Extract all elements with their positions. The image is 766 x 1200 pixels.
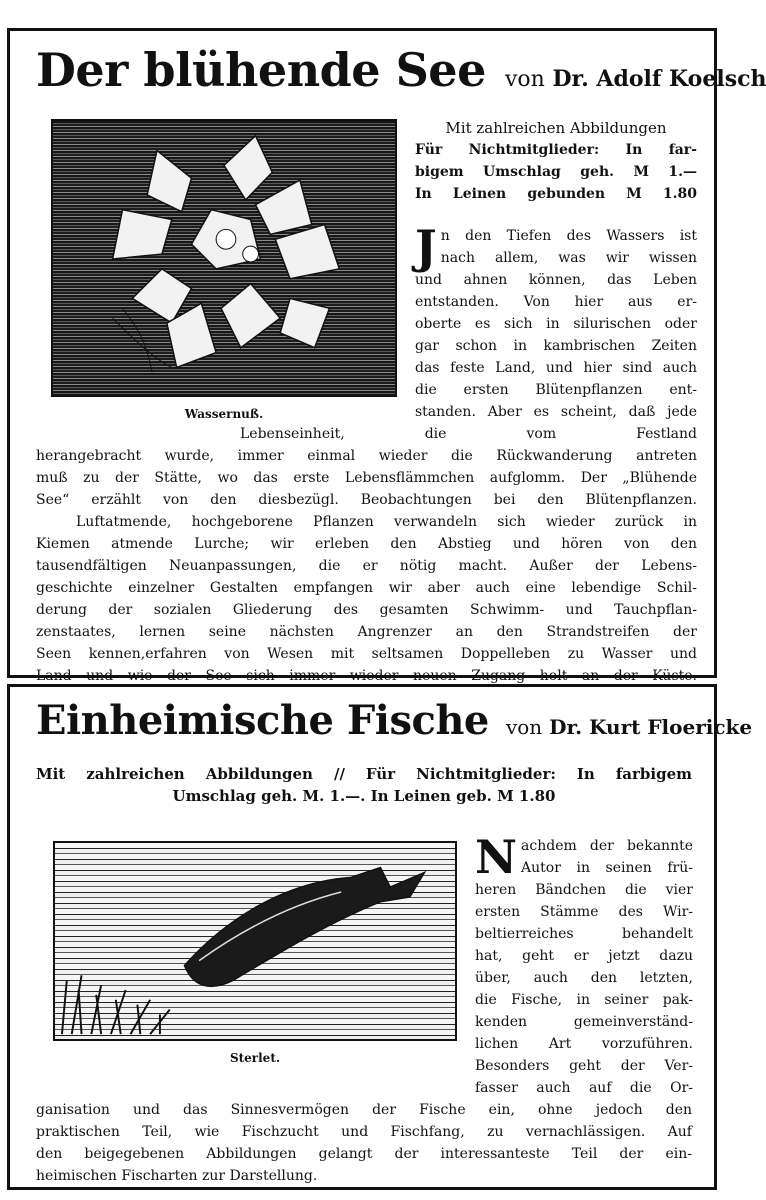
ad2-side-line: beltierreiches behandelt	[475, 926, 693, 942]
ad2-body-line: ganisation und das Sinnesvermögen der Fische ein, ohne jedoch den	[36, 1102, 692, 1118]
ad1-subtitle-block	[415, 117, 697, 205]
book-ad-bluehende-see	[7, 28, 766, 684]
ad1-side-line: n den Tiefen des Wassers ist	[440, 228, 697, 244]
ad2-info-block	[36, 763, 692, 807]
ad1-side-line: die ersten Blütenpflanzen ent-	[415, 382, 697, 398]
ad1-dropcap: J	[415, 220, 437, 274]
ad1-side-line: entstanden. Von hier aus er-	[415, 294, 697, 310]
ad2-dropcap: N	[475, 830, 518, 884]
ad2-info-line-1: Mit zahlreichen Abbildungen // Für Nichtmitglieder: In farbigem	[36, 765, 692, 783]
ad1-side-line: das feste Land, und hier sind auch	[415, 360, 697, 376]
ad2-side-line: Besonders geht der Ver-	[475, 1058, 693, 1074]
ad2-info-line-2: Umschlag geh. M. 1.—. In Leinen geb. M 1.80	[172, 787, 556, 805]
ad2-side-line: hat, geht er jetzt dazu	[475, 948, 693, 964]
ad1-author: Dr. Adolf Koelsch	[552, 66, 766, 92]
ad2-side-line: fasser auch auf die Or-	[475, 1080, 693, 1096]
ad1-side-line: standen. Aber es scheint, daß jede	[415, 404, 697, 420]
ad2-title: Einheimische Fische	[36, 697, 489, 744]
ad1-side-line: oberte es sich in silurischen oder	[415, 316, 697, 332]
ad1-price-line-3: In Leinen gebunden M 1.80	[415, 186, 697, 202]
ad1-heading	[36, 43, 766, 97]
ad1-body-line: Seen kennen,erfahren von Wesen mit seltsamen Doppelleben zu Wasser und	[36, 646, 697, 662]
ad1-price-line-2: bigem Umschlag geh. M 1.—	[415, 164, 697, 180]
ad1-image-caption: Wassernuß.	[184, 407, 264, 421]
ad1-side-line: gar schon in kambrischen Zeiten	[415, 338, 697, 354]
ad1-body-line: derung der sozialen Gliederung des gesamten Schwimm- und Tauchpflan-	[36, 602, 697, 618]
ad2-side-line: kenden gemeinverständ-	[475, 1014, 693, 1030]
ad1-body-line: muß zu der Stätte, wo das erste Lebensflämmchen aufglomm. Der „Blühende	[36, 470, 697, 486]
ad1-side-line: und ahnen können, das Leben	[415, 272, 697, 288]
ad2-image-caption: Sterlet.	[229, 1051, 281, 1065]
ad2-body-line: praktischen Teil, wie Fischzucht und Fischfang, zu vernachlässigen. Auf	[36, 1124, 692, 1140]
water-chestnut-drawing	[53, 121, 395, 395]
ad1-body-line: Luftatmende, hochgeborene Pflanzen verwandeln sich wieder zurück in	[76, 514, 697, 530]
ad2-author: Dr. Kurt Floericke	[549, 715, 753, 739]
ad2-heading	[36, 697, 753, 744]
ad1-body-line: herangebracht wurde, immer einmal wieder die Rückwanderung antreten	[36, 448, 697, 464]
ad1-byline	[505, 66, 766, 92]
ad1-price-line-1: Für Nichtmitglieder: In far-	[415, 142, 697, 158]
ad2-body-line: heimischen Fischarten zur Darstellung.	[36, 1168, 318, 1184]
ad2-side-text	[475, 830, 693, 1099]
ad1-title: Der blühende See	[36, 43, 486, 97]
ad1-side-line: nach allem, was wir wissen	[440, 250, 697, 266]
ad2-side-line: ersten Stämme des Wir-	[475, 904, 693, 920]
ad1-body-line: See“ erzählt von den diesbezügl. Beobachtungen bei den Blütenpflanzen.	[36, 492, 697, 508]
book-ad-einheimische-fische	[7, 684, 753, 1190]
ad1-von: von	[504, 67, 545, 92]
ad1-side-text-wide	[240, 423, 697, 445]
ad1-body-line: zenstaates, lernen seine nächsten Angrenzer an den Strandstreifen der	[36, 624, 697, 640]
ad2-body-text	[36, 1099, 692, 1187]
ad1-side-text	[415, 220, 697, 423]
ad1-side-line: Lebenseinheit, die vom Festland	[240, 426, 697, 442]
ad2-side-line: Autor in seinen frü-	[521, 860, 693, 876]
ad1-body-line: geschichte einzelner Gestalten empfangen wir aber auch eine lebendige Schil-	[36, 580, 697, 596]
ad2-illustration-sterlet	[53, 841, 457, 1041]
ad2-side-line: heren Bändchen die vier	[475, 882, 693, 898]
ad1-subtitle: Mit zahlreichen Abbildungen	[445, 119, 667, 137]
ad2-side-line: über, auch den letzten,	[475, 970, 693, 986]
ad1-body-text	[36, 445, 697, 687]
sterlet-drawing	[55, 843, 455, 1039]
ad1-body-line: tausendfältigen Neuanpassungen, die er nötig macht. Außer der Lebens-	[36, 558, 697, 574]
ad2-von: von	[505, 715, 543, 739]
ad1-body-line: Kiemen atmende Lurche; wir erleben den Abstieg und hören von den	[36, 536, 697, 552]
ad2-byline	[506, 715, 752, 739]
ad2-side-line: die Fische, in seiner pak-	[475, 992, 693, 1008]
ad1-illustration-water-chestnut	[51, 119, 397, 397]
ad2-body-line: den beigegebenen Abbildungen gelangt der interessanteste Teil der ein-	[36, 1146, 692, 1162]
ad2-side-line: achdem der bekannte	[521, 838, 693, 854]
ad1-body-line: Land und wie der See sich immer wieder neuen Zugang holt an der Küste.	[36, 668, 697, 684]
ad2-side-line: lichen Art vorzuführen.	[475, 1036, 693, 1052]
